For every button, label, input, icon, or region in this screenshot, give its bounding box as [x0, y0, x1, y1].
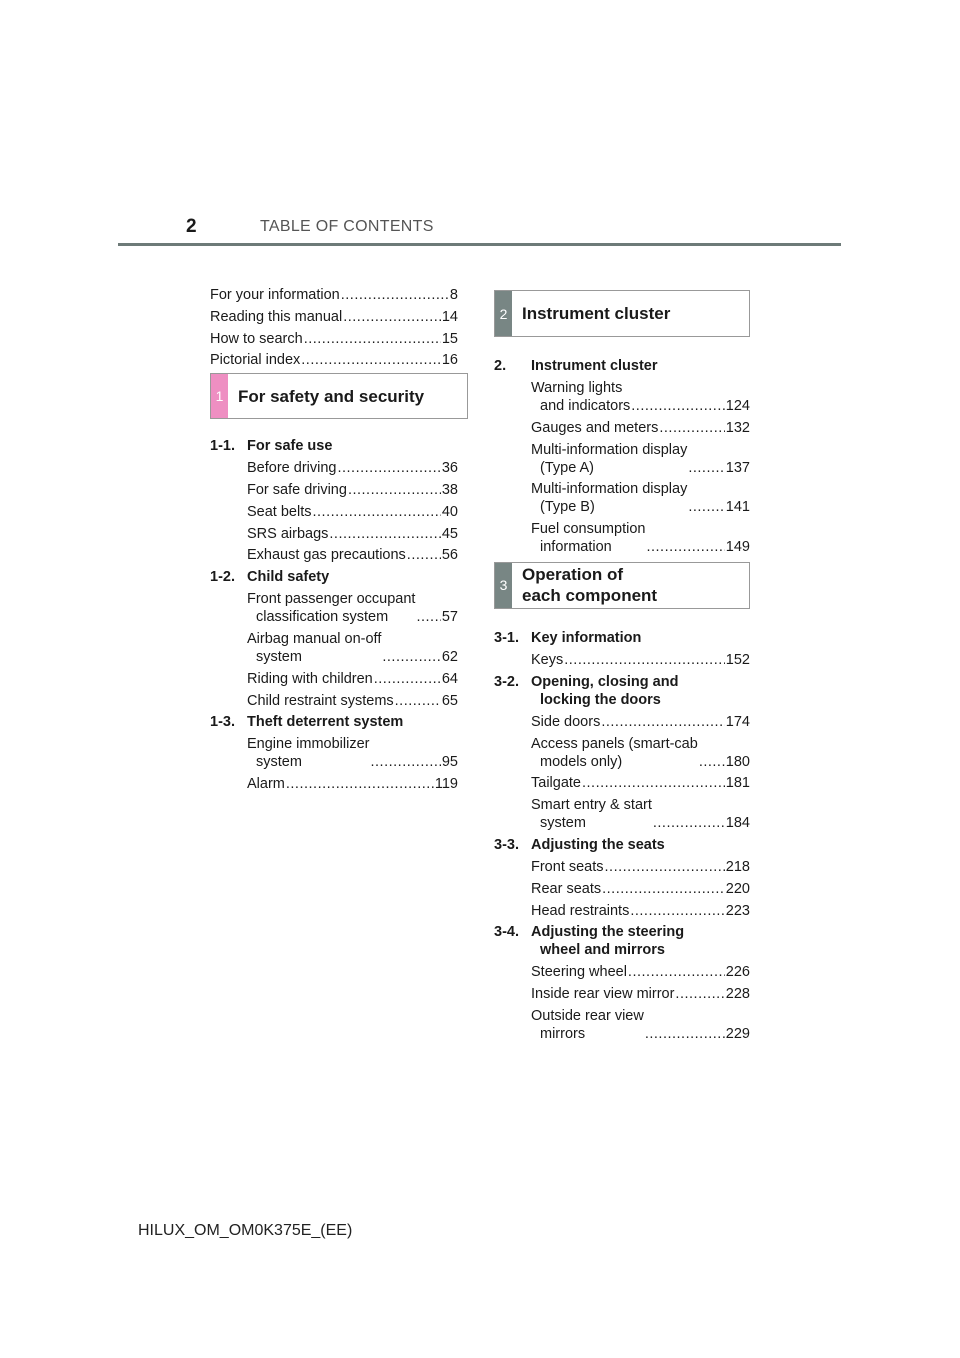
toc-entry-exhaust-gas-precautions[interactable]: Exhaust gas precautions ..... 56 — [210, 546, 458, 564]
toc-entry-seat-belts[interactable]: Seat belts ..... 40 — [210, 503, 458, 521]
toc-entry-gauges-and-meters[interactable]: Gauges and meters ..... 132 — [494, 419, 750, 437]
section-1-3[interactable]: 1-3. Theft deterrent system — [210, 714, 404, 731]
header-title: TABLE OF CONTENTS — [260, 218, 434, 235]
toc-entry-airbag-manual-on-off[interactable]: Airbag manual on-off system ..... 62 — [210, 630, 458, 666]
toc-entry-smart-entry[interactable]: Smart entry & start system ..... 184 — [494, 796, 750, 832]
toc-entry-inside-rear-view-mirror[interactable]: Inside rear view mirror ..... 228 — [494, 985, 750, 1003]
header-rule — [118, 243, 841, 246]
chapter-3-banner[interactable] — [494, 562, 750, 609]
toc-entry-riding-with-children[interactable]: Riding with children ..... 64 — [210, 670, 458, 688]
chapter-3-title: Operation of each component — [522, 565, 658, 606]
toc-entry-pictorial-index[interactable]: Pictorial index ..... 16 — [210, 351, 458, 369]
chapter-2-banner[interactable] — [494, 290, 750, 337]
chapter-2-tab: 2 — [495, 291, 512, 336]
chapter-1-banner[interactable] — [210, 373, 468, 419]
toc-entry-how-to-search[interactable]: How to search ..... 15 — [210, 330, 458, 348]
section-1-1[interactable]: 1-1. For safe use — [210, 438, 333, 455]
section-3-4[interactable]: 3-4. Adjusting the steering wheel and mirrors — [494, 924, 685, 959]
toc-entry-fuel-consumption[interactable]: Fuel consumption information ..... 149 — [494, 520, 750, 556]
toc-entry-multi-info-display-b[interactable]: Multi-information display (Type B) ..... 141 — [494, 480, 750, 516]
page-number: 2 — [186, 216, 197, 237]
toc-entry-access-panels[interactable]: Access panels (smart-cab models only) ..... 180 — [494, 735, 750, 771]
section-1-2[interactable]: 1-2. Child safety — [210, 569, 330, 586]
toc-entry-for-your-information[interactable]: For your information ..... 8 — [210, 286, 458, 304]
chapter-2-title: Instrument cluster — [522, 304, 671, 323]
toc-entry-srs-airbags[interactable]: SRS airbags ..... 45 — [210, 525, 458, 543]
chapter-3-tab: 3 — [495, 563, 512, 608]
toc-entry-outside-rear-view-mirrors[interactable]: Outside rear view mirrors ..... 229 — [494, 1007, 750, 1043]
toc-entry-rear-seats[interactable]: Rear seats ..... 220 — [494, 880, 750, 898]
section-3-3[interactable]: 3-3. Adjusting the seats — [494, 836, 665, 853]
toc-entry-alarm[interactable]: Alarm ..... 119 — [210, 775, 458, 793]
toc-entry-side-doors[interactable]: Side doors ..... 174 — [494, 713, 750, 731]
chapter-1-title: For safety and security — [238, 386, 425, 406]
page-header — [0, 216, 960, 246]
toc-entry-child-restraint-systems[interactable]: Child restraint systems ..... 65 — [210, 692, 458, 710]
toc-entry-multi-info-display-a[interactable]: Multi-information display (Type A) ..... 137 — [494, 441, 750, 477]
footer-doc-code: HILUX_OM_OM0K375E_(EE) — [138, 1222, 353, 1239]
toc-entry-front-seats[interactable]: Front seats ..... 218 — [494, 858, 750, 876]
toc-entry-front-passenger-occupant[interactable]: Front passenger occupant classification system ..... 57 — [210, 590, 458, 626]
toc-entry-engine-immobilizer[interactable]: Engine immobilizer system ..... 95 — [210, 735, 458, 771]
intro-list — [210, 286, 458, 369]
toc-entry-reading-this-manual[interactable]: Reading this manual ..... 14 — [210, 308, 458, 326]
toc-entry-before-driving[interactable]: Before driving ..... 36 — [210, 459, 458, 477]
toc-entry-steering-wheel[interactable]: Steering wheel ..... 226 — [494, 963, 750, 981]
left-column — [210, 286, 458, 797]
toc-entry-tailgate[interactable]: Tailgate ..... 181 — [494, 774, 750, 792]
section-3-1[interactable]: 3-1. Key information — [494, 629, 642, 646]
section-3-2[interactable]: 3-2. Opening, closing and locking the doors — [494, 673, 679, 708]
toc-entry-warning-lights[interactable]: Warning lights and indicators ..... 124 — [494, 379, 750, 415]
toc-entry-for-safe-driving[interactable]: For safe driving ..... 38 — [210, 481, 458, 499]
chapter-1-tab: 1 — [211, 374, 228, 418]
toc-entry-keys[interactable]: Keys ..... 152 — [494, 651, 750, 669]
toc-entry-head-restraints[interactable]: Head restraints ..... 223 — [494, 902, 750, 920]
right-column — [494, 290, 750, 1047]
section-2[interactable]: 2. Instrument cluster — [494, 358, 658, 374]
